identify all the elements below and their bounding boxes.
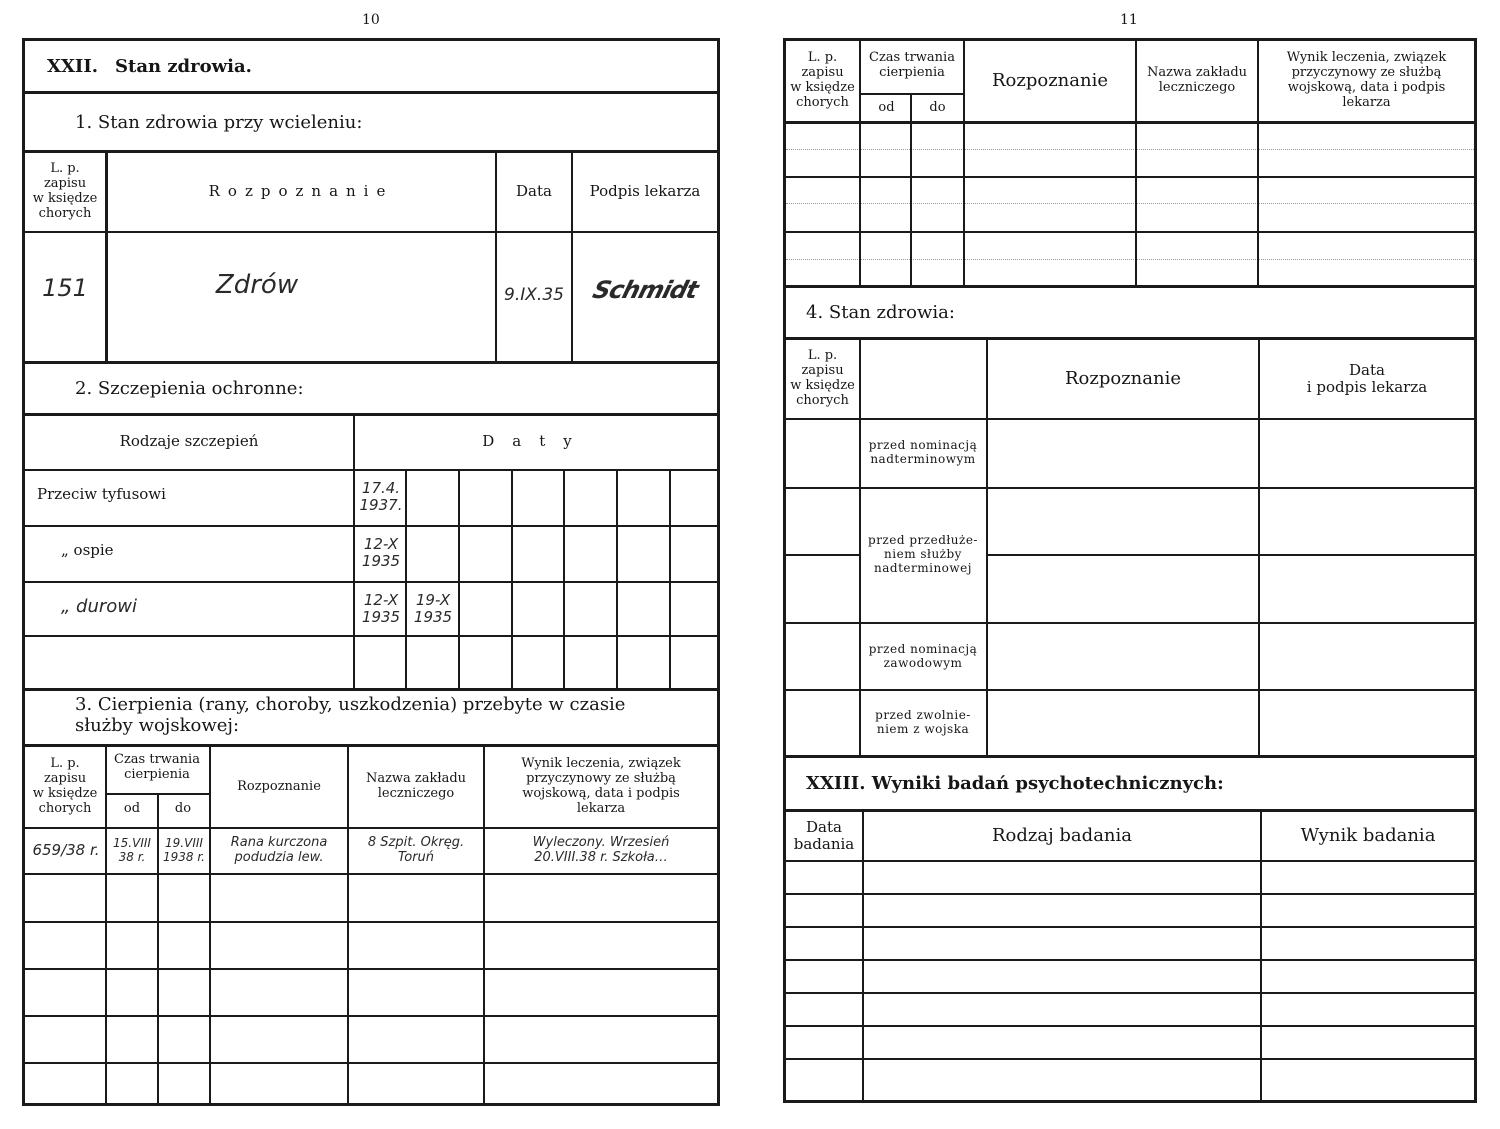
health-check-label: przed nominacją zawodowym [868,642,978,670]
sub3-header-lp: L. p. zapisu w księdze chorych [32,756,98,816]
page-number-left: 10 [362,12,380,28]
sub3-entry-diagnosis: Rana kurczona podudzia lew. [230,835,328,865]
sub3-entry-from: 15.VIII 38 r. [113,836,151,864]
sub3-entry-institution: 8 Szpit. Okręg. Toruń [367,835,465,865]
vaccine-date: 12-X 1935 [361,590,401,626]
sub3-header-to: do [174,800,192,816]
sub1-title: 1. Stan zdrowia przy wcieleniu: [75,111,363,133]
sub1-header-date: Data [516,182,552,201]
sub2-header-dates: Daty [482,432,590,451]
vaccine-row-label: „ ospie [61,541,114,560]
sub1-entry-lp: 151 [42,273,88,302]
right-page-form [783,38,1477,1103]
top-table-header-duration: Czas trwania cierpienia [869,50,955,80]
left-page-form [22,38,720,1106]
vaccine-date: 19-X 1935 [413,590,453,626]
vaccine-date: 12-X 1935 [361,534,401,570]
sub1-entry-diagnosis: Zdrów [215,270,299,301]
top-table-header-diagnosis: Rozpoznanie [991,69,1109,91]
top-table-header-to: do [929,99,946,115]
sub3-header-from: od [123,800,141,816]
sub1-header-lp: L. p. zapisu w księdze chorych [32,161,98,221]
sec23-header-result: Wynik badania [1300,824,1436,846]
sub1-entry-date: 9.IX.35 [504,285,564,306]
health-check-label: przed nominacją nadterminowym [868,438,978,466]
sec23-header-kind: Rodzaj badania [991,824,1133,846]
vaccine-row-label: Przeciw tyfusowi [37,485,166,504]
section-number: XXII. [47,55,99,77]
top-table-header-from: od [878,99,895,115]
sub3-header-duration: Czas trwania cierpienia [114,752,200,782]
sub3-title: 3. Cierpienia (rany, choroby, uszkodzenia) przebyte w czasie służby wojskowej: [75,694,626,736]
sub1-header-diagnosis: Rozpoznanie [208,182,394,201]
page-number-right: 11 [1120,12,1138,28]
sub3-entry-result: Wyleczony. Wrzesień 20.VIII.38 r. Szkoła… [532,835,670,865]
top-table-header-result: Wynik leczenia, związek przyczynowy ze służbą wojskową, data i podpis lekarza [1286,50,1447,110]
top-table-header-lp: L. p. zapisu w księdze chorych [790,50,855,110]
sub1-header-signature: Podpis lekarza [589,182,701,201]
sub3-header-result: Wynik leczenia, związek przyczynowy ze służbą wojskową, data i podpis lekarza [521,756,681,816]
health-check-label: przed zwolnie- niem z wojska [875,708,971,736]
sub2-header-kind: Rodzaje szczepień [119,432,259,451]
sub4-header-diagnosis: Rozpoznanie [1064,367,1182,389]
vaccine-row-label: „ durowi [61,595,138,617]
health-check-label: przed przedłuże- niem służby nadterminowej [868,533,978,575]
sub2-title: 2. Szczepienia ochronne: [75,377,304,399]
sub3-entry-lp: 659/38 r. [32,841,100,860]
sub3-header-diagnosis: Rozpoznanie [237,778,321,794]
sub4-header-date-signature: Data i podpis lekarza [1306,360,1428,396]
top-table-header-institution: Nazwa zakładu leczniczego [1146,65,1248,95]
sec23-header-date: Data badania [793,817,855,853]
section-title: Stan zdrowia. [115,55,252,77]
sub1-entry-signature: Schmidt [589,276,701,305]
sub3-header-institution: Nazwa zakładu leczniczego [365,771,467,801]
sub4-title: 4. Stan zdrowia: [806,301,955,323]
vaccine-date: 17.4. 1937. [359,478,403,514]
section23-title: XXIII. Wyniki badań psychotechnicznych: [806,772,1224,794]
sub3-entry-to: 19.VIII 1938 r. [163,836,205,864]
sub4-header-lp: L. p. zapisu w księdze chorych [790,348,855,408]
